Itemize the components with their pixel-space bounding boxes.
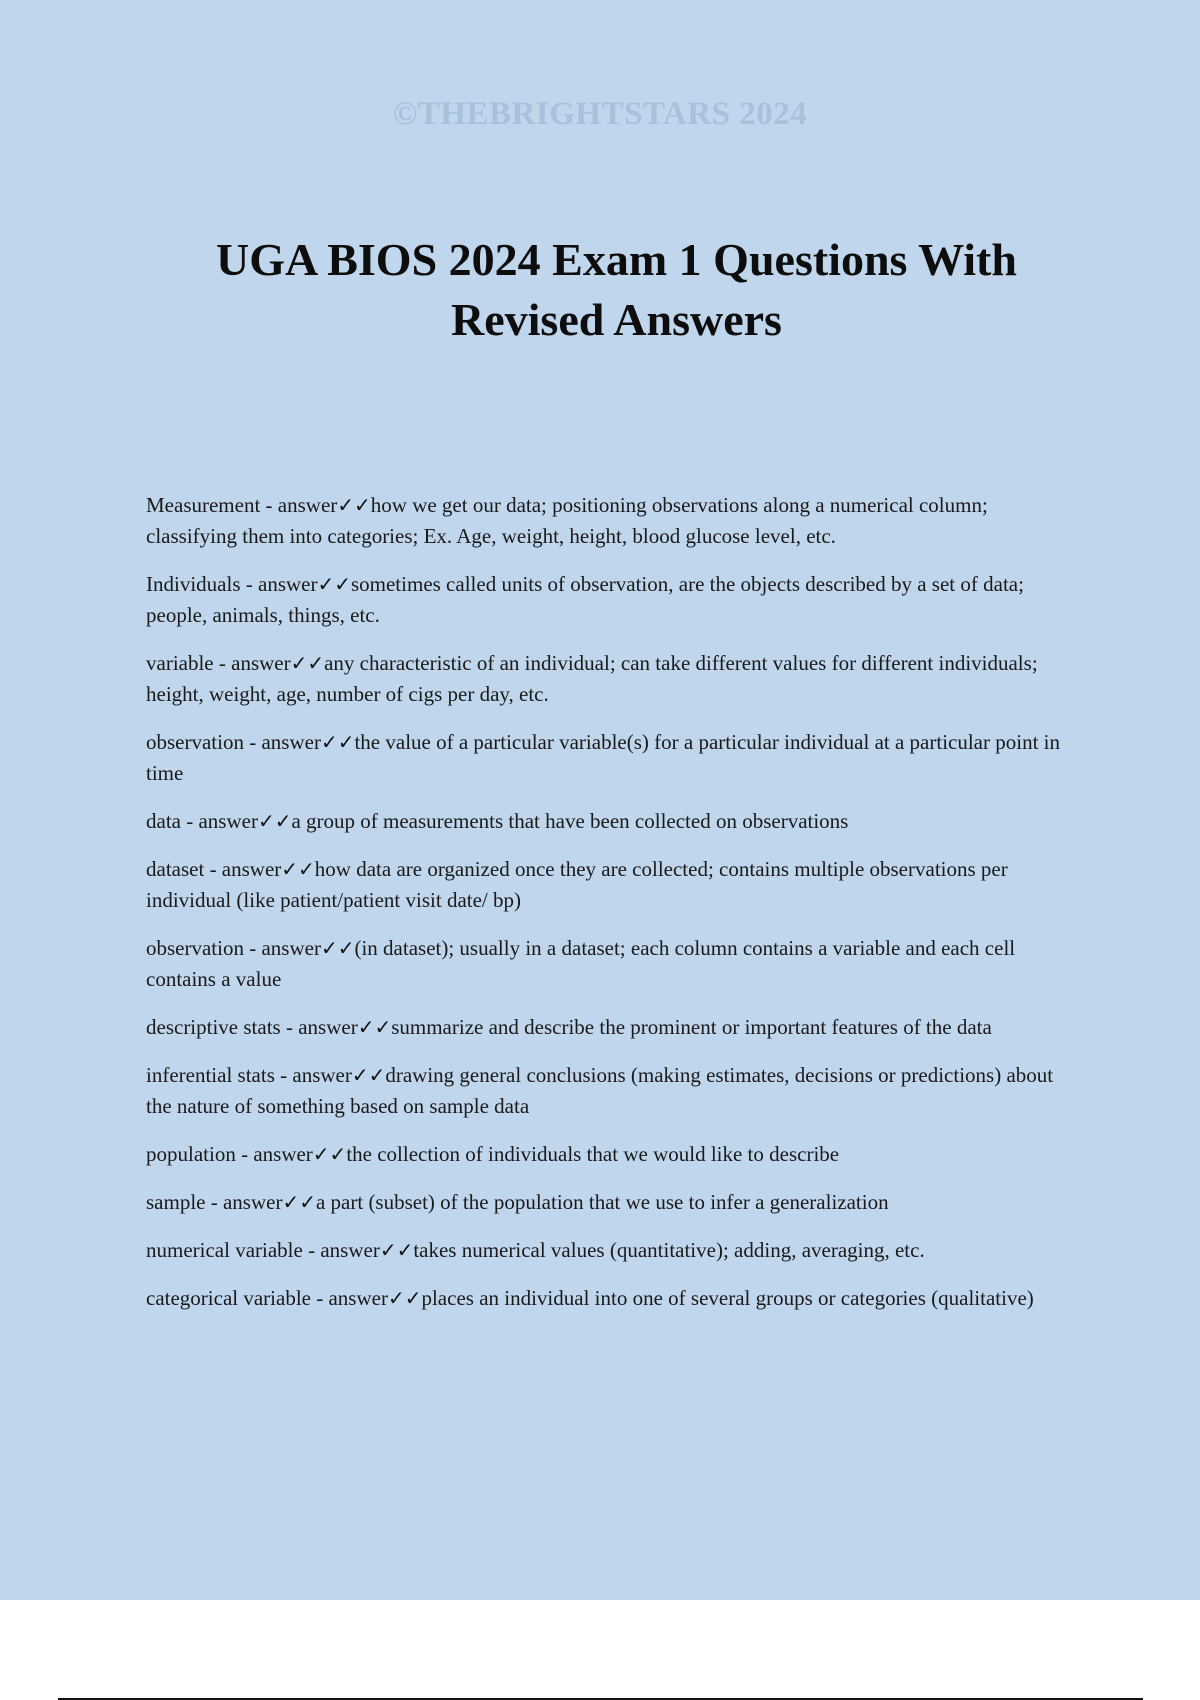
- answer-separator: - answer: [243, 936, 321, 960]
- double-check-icon: ✓✓: [379, 1238, 414, 1262]
- answer-separator: - answer: [180, 809, 258, 833]
- answer-separator: - answer: [204, 857, 282, 881]
- qa-definition: a part (subset) of the population that we use to infer a generalization: [315, 1190, 889, 1214]
- question-answer-list: [146, 490, 1081, 1331]
- qa-item: [146, 727, 1081, 789]
- answer-separator: - answer: [274, 1063, 352, 1087]
- double-check-icon: ✓✓: [320, 730, 355, 754]
- copyright-watermark: ©THEBRIGHTSTARS 2024: [392, 96, 808, 132]
- qa-item: [146, 1187, 1081, 1218]
- qa-term: numerical variable: [146, 1238, 303, 1262]
- qa-item: [146, 854, 1081, 916]
- page-title: [120, 230, 1113, 350]
- qa-definition: takes numerical values (quantitative); adding, averaging, etc.: [413, 1238, 925, 1262]
- qa-definition: any characteristic of an individual; can take different values for different individuals; height, weight, age, number of cigs per day, etc.: [146, 651, 1038, 706]
- answer-separator: - answer: [243, 730, 321, 754]
- title-line-2: Revised Answers: [451, 294, 782, 345]
- double-check-icon: ✓✓: [281, 857, 315, 881]
- qa-definition: how data are organized once they are collected; contains multiple observations per individual (like patient/patient visit date/ bp): [146, 857, 1008, 912]
- qa-definition: the value of a particular variable(s) for a particular individual at a particular point in time: [146, 730, 1060, 785]
- double-check-icon: ✓✓: [257, 809, 292, 833]
- qa-definition: (in dataset); usually in a dataset; each column contains a variable and each cell contains a value: [146, 936, 1016, 991]
- qa-term: sample: [146, 1190, 206, 1214]
- qa-definition: a group of measurements that have been collected on observations: [291, 809, 849, 833]
- qa-definition: sometimes called units of observation, are the objects described by a set of data; people, animals, things, etc.: [146, 572, 1024, 627]
- answer-separator: - answer: [302, 1238, 380, 1262]
- qa-item: [146, 490, 1081, 552]
- double-check-icon: ✓✓: [312, 1142, 347, 1166]
- qa-term: population: [146, 1142, 236, 1166]
- qa-item: [146, 933, 1081, 995]
- answer-separator: - answer: [310, 1286, 388, 1310]
- answer-separator: - answer: [235, 1142, 313, 1166]
- double-check-icon: ✓✓: [337, 493, 371, 517]
- qa-term: Individuals: [146, 572, 241, 596]
- qa-item: [146, 1060, 1081, 1122]
- answer-separator: - answer: [205, 1190, 283, 1214]
- double-check-icon: ✓✓: [317, 572, 351, 596]
- qa-term: variable: [146, 651, 214, 675]
- qa-definition: how we get our data; positioning observations along a numerical column; classifying them into categories; Ex. Age, weight, height, blood glucose level, etc.: [146, 493, 988, 548]
- qa-item: [146, 806, 1081, 837]
- answer-separator: - answer: [260, 493, 338, 517]
- double-check-icon: ✓✓: [351, 1063, 386, 1087]
- qa-term: categorical variable: [146, 1286, 311, 1310]
- answer-separator: - answer: [280, 1015, 358, 1039]
- double-check-icon: ✓✓: [282, 1190, 316, 1214]
- qa-item: [146, 1235, 1081, 1266]
- qa-definition: places an individual into one of several groups or categories (qualitative): [421, 1286, 1034, 1310]
- qa-term: inferential stats: [146, 1063, 275, 1087]
- qa-term: data: [146, 809, 181, 833]
- qa-item: [146, 648, 1081, 710]
- qa-definition: summarize and describe the prominent or important features of the data: [391, 1015, 992, 1039]
- qa-definition: drawing general conclusions (making estimates, decisions or predictions) about the nature of something based on sample data: [146, 1063, 1054, 1118]
- qa-term: descriptive stats: [146, 1015, 281, 1039]
- qa-term: observation: [146, 730, 244, 754]
- double-check-icon: ✓✓: [357, 1015, 392, 1039]
- title-line-1: UGA BIOS 2024 Exam 1 Questions With: [216, 234, 1017, 285]
- qa-term: dataset: [146, 857, 205, 881]
- qa-item: [146, 1283, 1081, 1314]
- answer-separator: - answer: [213, 651, 291, 675]
- qa-term: observation: [146, 936, 244, 960]
- qa-definition: the collection of individuals that we would like to describe: [346, 1142, 840, 1166]
- qa-item: [146, 1139, 1081, 1170]
- double-check-icon: ✓✓: [320, 936, 355, 960]
- answer-separator: - answer: [240, 572, 318, 596]
- qa-item: [146, 569, 1081, 631]
- double-check-icon: ✓✓: [387, 1286, 422, 1310]
- qa-item: [146, 1012, 1081, 1043]
- qa-term: Measurement: [146, 493, 261, 517]
- double-check-icon: ✓✓: [290, 651, 325, 675]
